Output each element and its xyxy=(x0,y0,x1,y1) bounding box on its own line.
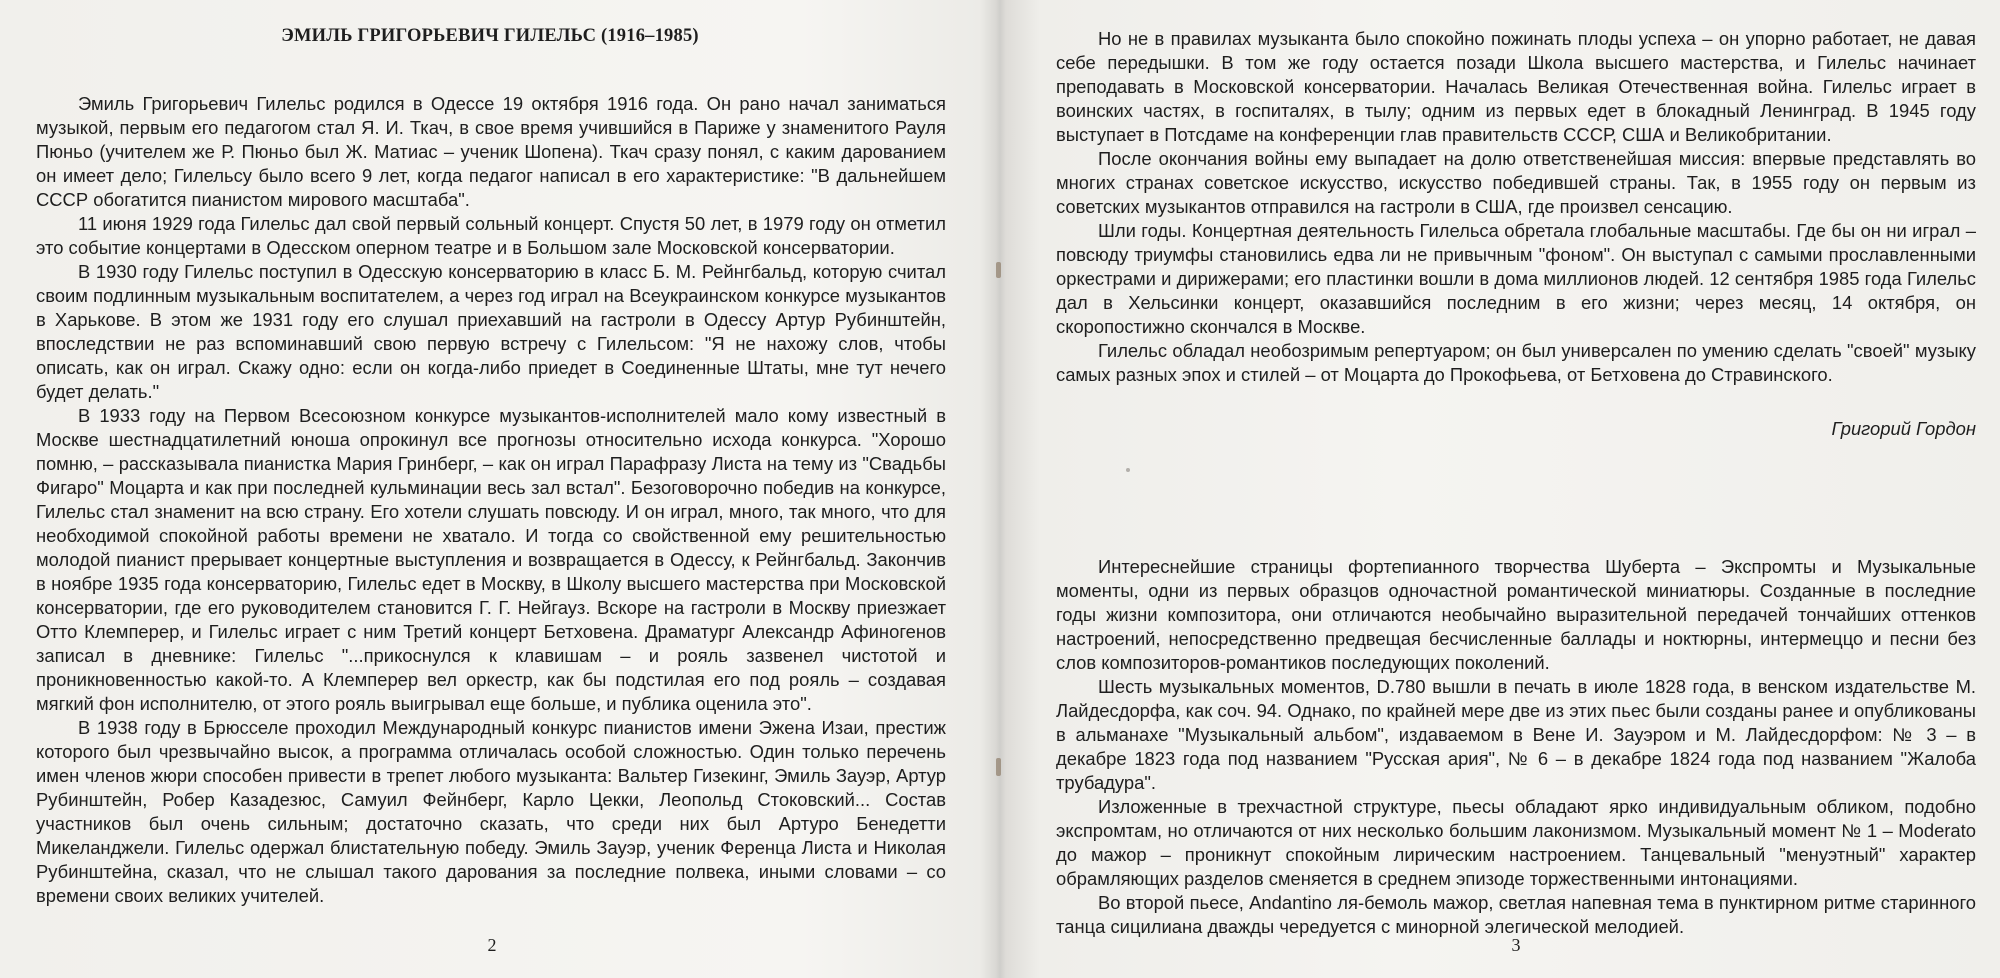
paragraph: Во второй пьесе, Andantino ля-бемоль мажор, светлая напевная тема в пунктирном ритме старинного танца сицилиана дважды чередуется с минорной элегической мелодией. xyxy=(1056,892,1976,937)
paragraph: После окончания войны ему выпадает на долю ответственейшая миссия: впервые представлять во многих странах советское искусство, искусство победившей страны. Так, в 1955 году он первым из советских музыкантов отправился на гастроли в США, где произвел сенсацию. xyxy=(1056,148,1976,217)
paragraph: Интереснейшие страницы фортепианного творчества Шуберта – Экспромты и Музыкальные моменты, одни из первых образцов одночастной романтической миниатюры. Созданные в последние годы жизни композитора, они отличаются необычайно выразительной передачей тончайших оттенков настроений, непосредственно предвещая бесчисленные баллады и ноктюрны, интермеццо и песни без слов композиторов-романтиков последующих поколений. xyxy=(1056,556,1976,673)
left-page xyxy=(0,0,990,978)
left-page-text xyxy=(36,92,946,908)
paragraph: Эмиль Григорьевич Гилельс родился в Одессе 19 октября 1916 года. Он рано начал заниматься музыкой, первым его педагогом стал Я. И. Ткач, в свое время учившийся в Париже у знаменитого Рауля Пюньо (учителем же Р. Пюньо был Ж. Матиас – ученик Шопена). Ткач сразу понял, с каким дарованием он имеет дело; Гилельсу было всего 9 лет, когда педагог написал в его характеристике: "В дальнейшем СССР обогатится пианистом мирового масштаба". xyxy=(36,93,946,210)
author-signature: Григорий Гордон xyxy=(1831,418,1976,439)
staple-mark-bottom xyxy=(996,758,1001,776)
page-number: 3 xyxy=(1511,935,1521,955)
paragraph: В 1930 году Гилельс поступил в Одесскую консерваторию в класс Б. М. Рейнгбальд, которую считал своим подлинным музыкальным воспитателем, а через год играл на Всеукраинском конкурсе музыкантов в Харькове. В этом же 1931 году его слушал приехавший на гастроли в Одессу Артур Рубинштейн, впоследствии не раз вспоминавший свою первую встречу с Гилельсом: "Я не нахожу слов, чтобы описать, как он играл. Скажу одно: если он когда-либо приедет в Соединенные Штаты, мне тут нечего будет делать." xyxy=(36,261,946,402)
paragraph: Изложенные в трехчастной структуре, пьесы обладают ярко индивидуальным обликом, подобно экспромтам, но отличаются от них несколько большим лаконизмом. Музыкальный момент № 1 – Moderato до мажор – проникнут спокойным лирическим настроением. Танцевальный "менуэтный" характер обрамляющих разделов сменяется в среднем эпизоде торжественными интонациями. xyxy=(1056,796,1976,889)
paragraph: В 1933 году на Первом Всесоюзном конкурсе музыкантов-исполнителей мало кому известный в Москве шестнадцатилетний юноша опрокинул все прогнозы относительно исхода конкурса. "Хорошо помню, – рассказывала пианистка Мария Гринберг, – как он играл Парафразу Листа на тему из "Свадьбы Фигаро" Моцарта и как при последней кульминации весь зал встал". Безоговорочно победив на конкурсе, Гилельс стал знаменит на всю страну. Его хотели слушать повсюду. И он играл, много, так много, что для необходимой спокойной работы времени не хватало. И тогда со свойственной ему решительностью молодой пианист прерывает концертные выступления и возвращается в Одессу, к Рейнгбальд. Закончив в ноябре 1935 года консерваторию, Гилельс едет в Москву, в Школу высшего мастерства при Московской консерватории, где его руководителем становится Г. Г. Нейгауз. Вскоре на гастроли в Москву приезжает Отто Клемперер, и Гилельс играет с ним Третий концерт Бетховена. Драматург Александр Афиногенов записал в дневнике: Гилельс "...прикоснулся к клавишам – и рояль зазвенел чистотой и проникновенностью какой-то. А Клемперер вел оркестр, как бы подстилая его под рояль – создавая мягкий фон исполнителю, от этого рояль выигрывал еще больше, и публика оценила это". xyxy=(36,405,946,714)
paragraph: Шли годы. Концертная деятельность Гилельса обретала глобальные масштабы. Где бы он ни играл – повсюду триумфы становились едва ли не привычным "фоном". Он выступал с самыми прославленными оркестрами и дирижерами; его пластинки вошли в дома миллионов людей. 12 сентября 1985 года Гилельс дал в Хельсинки концерт, оказавшийся последним в его жизни; через месяц, 14 октября, он скоропостижно скончался в Москве. xyxy=(1056,220,1976,337)
right-page xyxy=(1010,0,2000,978)
page-title: ЭМИЛЬ ГРИГОРЬЕВИЧ ГИЛЕЛЬС (1916–1985) xyxy=(281,26,699,46)
paragraph: В 1938 году в Брюсселе проходил Международный конкурс пианистов имени Эжена Изаи, престиж которого был чрезвычайно высок, а программа отличалась особой сложностью. Один только перечень имен членов жюри способен привести в трепет любого музыканта: Вальтер Гизекинг, Эмиль Зауэр, Артур Рубинштейн, Робер Казадезюс, Самуил Фейнберг, Карло Цекки, Леопольд Стоковский... Состав участников был очень сильным; достаточно сказать, что среди них был Артуро Бенедетти Микеланджели. Гилельс одержал блистательную победу. Эмиль Зауэр, ученик Ференца Листа и Николая Рубинштейна, сказал, что не слышал такого дарования за последние полвека, иными словами – со времени своих великих учителей. xyxy=(36,717,946,906)
paragraph: Но не в правилах музыканта было спокойно пожинать плоды успеха – он упорно работает, не давая себе передышки. В том же году остается позади Школа высшего мастерства, и Гилельс начинает преподавать в Московской консерватории. Началась Великая Отечественная война. Гилельс играет в воинских частях, в госпиталях, в тылу; одним из первых едет в блокадный Ленинград. В 1945 году выступает в Потсдаме на конференции глав правительств СССР, США и Великобритании. xyxy=(1056,28,1976,145)
paragraph: Гилельс обладал необозримым репертуаром; он был универсален по умению сделать "своей" музыку самых разных эпох и стилей – от Моцарта до Прокофьева, от Бетховена до Стравинского. xyxy=(1056,340,1976,385)
right-page-text-schubert xyxy=(1056,555,1976,939)
paragraph: 11 июня 1929 года Гилельс дал свой первый сольный концерт. Спустя 50 лет, в 1979 году он отметил это событие концертами в Одесском оперном театре и в Большом зале Московской консерватории. xyxy=(36,213,946,258)
staple-mark-top xyxy=(996,262,1001,278)
page-number: 2 xyxy=(487,935,497,955)
paragraph: Шесть музыкальных моментов, D.780 вышли в печать в июле 1828 года, в венском издательстве М. Лайдесдорфа, как соч. 94. Однако, по крайней мере две из этих пьес были созданы ранее и опубликованы в альманахе "Музыкальный альбом", издаваемом в Вене И. Зауэром и М. Лайдесдорфом: № 3 – в декабре 1823 года под названием "Русская ария", № 6 – в декабре 1824 года под названием "Жалоба трубадура". xyxy=(1056,676,1976,793)
right-page-text-biography xyxy=(1056,27,1976,387)
